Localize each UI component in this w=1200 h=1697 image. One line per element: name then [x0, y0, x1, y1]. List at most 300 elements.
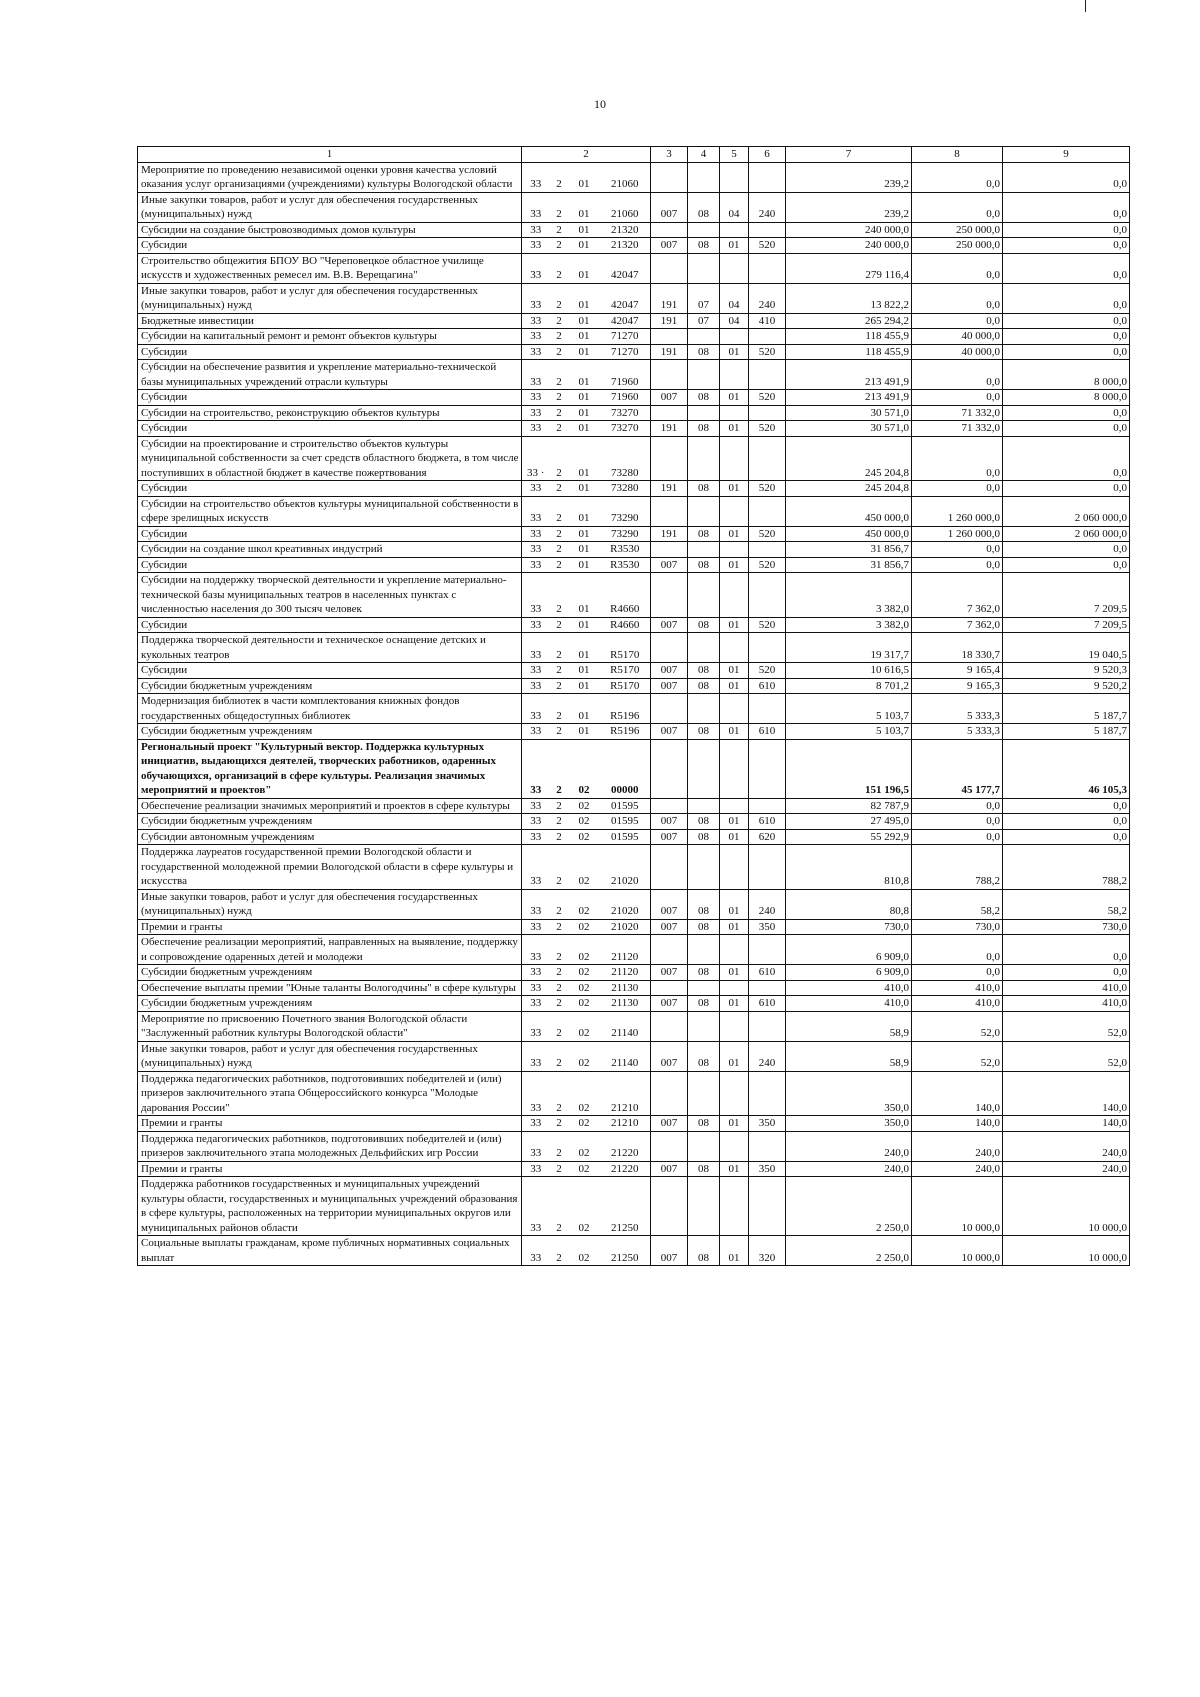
grbs-code	[651, 573, 688, 618]
code-part-4: 21210	[600, 1071, 651, 1116]
header-cell-1: 1	[138, 147, 522, 163]
code-part-2: 2	[550, 238, 569, 254]
table-row	[138, 724, 1130, 740]
row-name: Субсидии	[138, 526, 522, 542]
code-part-3: 02	[569, 798, 600, 814]
code-part-3: 01	[569, 192, 600, 222]
amount-year-3: 0,0	[1003, 965, 1130, 981]
table-row	[138, 557, 1130, 573]
subsection-code: 01	[720, 678, 749, 694]
amount-year-1: 213 491,9	[786, 390, 912, 406]
subsection-code	[720, 1131, 749, 1161]
table-row	[138, 798, 1130, 814]
section-code: 07	[688, 313, 720, 329]
expense-type-code: 410	[749, 313, 786, 329]
expense-type-code: 520	[749, 390, 786, 406]
grbs-code	[651, 935, 688, 965]
code-part-4: 21130	[600, 996, 651, 1012]
row-name: Субсидии на создание школ креативных индустрий	[138, 542, 522, 558]
amount-year-1: 245 204,8	[786, 436, 912, 481]
amount-year-1: 3 382,0	[786, 617, 912, 633]
amount-year-3: 9 520,2	[1003, 678, 1130, 694]
amount-year-1: 31 856,7	[786, 557, 912, 573]
expense-type-code: 610	[749, 814, 786, 830]
subsection-code	[720, 222, 749, 238]
code-part-1: 33	[522, 663, 550, 679]
grbs-code	[651, 329, 688, 345]
row-name: Субсидии	[138, 421, 522, 437]
row-name: Субсидии	[138, 557, 522, 573]
expense-type-code	[749, 542, 786, 558]
amount-year-3: 0,0	[1003, 344, 1130, 360]
grbs-code: 191	[651, 344, 688, 360]
section-code	[688, 405, 720, 421]
amount-year-1: 410,0	[786, 996, 912, 1012]
code-part-3: 01	[569, 663, 600, 679]
code-part-4: 42047	[600, 283, 651, 313]
subsection-code	[720, 1071, 749, 1116]
amount-year-3: 2 060 000,0	[1003, 496, 1130, 526]
row-name: Поддержка педагогических работников, подготовивших победителей и (или) призеров заключительного этапа молодежных Дельфийских игр России	[138, 1131, 522, 1161]
subsection-code: 04	[720, 283, 749, 313]
code-part-3: 02	[569, 980, 600, 996]
code-part-1: 33	[522, 192, 550, 222]
amount-year-1: 82 787,9	[786, 798, 912, 814]
amount-year-3: 8 000,0	[1003, 390, 1130, 406]
amount-year-1: 6 909,0	[786, 965, 912, 981]
table-row	[138, 1011, 1130, 1041]
grbs-code: 007	[651, 889, 688, 919]
section-code	[688, 329, 720, 345]
code-part-1: 33	[522, 405, 550, 421]
subsection-code	[720, 739, 749, 798]
section-code: 08	[688, 617, 720, 633]
row-name: Субсидии	[138, 617, 522, 633]
expense-type-code: 350	[749, 919, 786, 935]
table-row	[138, 678, 1130, 694]
amount-year-3: 52,0	[1003, 1011, 1130, 1041]
subsection-code	[720, 573, 749, 618]
code-part-2: 2	[550, 329, 569, 345]
code-part-4: 21220	[600, 1131, 651, 1161]
row-name: Субсидии бюджетным учреждениям	[138, 965, 522, 981]
section-code	[688, 935, 720, 965]
grbs-code	[651, 496, 688, 526]
code-part-3: 01	[569, 481, 600, 497]
section-code: 08	[688, 1116, 720, 1132]
table-row	[138, 329, 1130, 345]
code-part-2: 2	[550, 724, 569, 740]
grbs-code: 007	[651, 724, 688, 740]
expense-type-code	[749, 1177, 786, 1236]
amount-year-2: 52,0	[912, 1041, 1003, 1071]
code-part-2: 2	[550, 1236, 569, 1266]
section-code	[688, 1131, 720, 1161]
code-part-4: 00000	[600, 739, 651, 798]
code-part-2: 2	[550, 526, 569, 542]
subsection-code: 01	[720, 996, 749, 1012]
expense-type-code: 520	[749, 557, 786, 573]
code-part-4: 21140	[600, 1011, 651, 1041]
amount-year-1: 8 701,2	[786, 678, 912, 694]
code-part-1: 33	[522, 889, 550, 919]
amount-year-1: 810,8	[786, 845, 912, 890]
section-code: 08	[688, 965, 720, 981]
row-name: Премии и гранты	[138, 919, 522, 935]
table-row	[138, 162, 1130, 192]
code-part-2: 2	[550, 829, 569, 845]
expense-type-code	[749, 980, 786, 996]
row-name: Обеспечение реализации мероприятий, направленных на выявление, поддержку и сопровождение одаренных детей и молодежи	[138, 935, 522, 965]
amount-year-1: 31 856,7	[786, 542, 912, 558]
amount-year-1: 58,9	[786, 1041, 912, 1071]
row-name: Бюджетные инвестиции	[138, 313, 522, 329]
subsection-code	[720, 329, 749, 345]
code-part-4: 21320	[600, 238, 651, 254]
code-part-1: 33	[522, 845, 550, 890]
amount-year-2: 0,0	[912, 481, 1003, 497]
subsection-code	[720, 845, 749, 890]
amount-year-3: 0,0	[1003, 222, 1130, 238]
amount-year-3: 140,0	[1003, 1116, 1130, 1132]
table-row	[138, 1041, 1130, 1071]
grbs-code: 191	[651, 313, 688, 329]
code-part-3: 02	[569, 935, 600, 965]
header-cell-9: 9	[1003, 147, 1130, 163]
code-part-3: 01	[569, 526, 600, 542]
section-code	[688, 573, 720, 618]
section-code: 08	[688, 996, 720, 1012]
amount-year-1: 30 571,0	[786, 421, 912, 437]
code-part-4: 73270	[600, 405, 651, 421]
amount-year-3: 5 187,7	[1003, 694, 1130, 724]
amount-year-2: 240,0	[912, 1131, 1003, 1161]
table-row	[138, 1131, 1130, 1161]
grbs-code	[651, 798, 688, 814]
code-part-2: 2	[550, 557, 569, 573]
expense-type-code: 610	[749, 996, 786, 1012]
table-row	[138, 283, 1130, 313]
header-cell-5: 5	[720, 147, 749, 163]
code-part-1: 33	[522, 1071, 550, 1116]
subsection-code: 01	[720, 919, 749, 935]
code-part-2: 2	[550, 694, 569, 724]
code-part-1: 33	[522, 253, 550, 283]
row-name: Субсидии	[138, 663, 522, 679]
code-part-3: 01	[569, 678, 600, 694]
amount-year-2: 140,0	[912, 1116, 1003, 1132]
expense-type-code: 350	[749, 1161, 786, 1177]
amount-year-3: 0,0	[1003, 329, 1130, 345]
grbs-code	[651, 253, 688, 283]
table-row	[138, 436, 1130, 481]
code-part-4: 21210	[600, 1116, 651, 1132]
code-part-4: 01595	[600, 829, 651, 845]
section-code	[688, 1071, 720, 1116]
expense-type-code	[749, 329, 786, 345]
expense-type-code	[749, 436, 786, 481]
expense-type-code: 350	[749, 1116, 786, 1132]
code-part-1: 33	[522, 238, 550, 254]
subsection-code: 01	[720, 557, 749, 573]
header-cell-2: 2	[522, 147, 651, 163]
grbs-code: 191	[651, 481, 688, 497]
amount-year-1: 265 294,2	[786, 313, 912, 329]
subsection-code: 01	[720, 814, 749, 830]
amount-year-3: 0,0	[1003, 557, 1130, 573]
code-part-2: 2	[550, 845, 569, 890]
subsection-code: 01	[720, 1041, 749, 1071]
amount-year-3: 0,0	[1003, 405, 1130, 421]
code-part-1: 33	[522, 360, 550, 390]
header-cell-7: 7	[786, 147, 912, 163]
subsection-code	[720, 1177, 749, 1236]
row-name: Обеспечение реализации значимых мероприятий и проектов в сфере культуры	[138, 798, 522, 814]
code-part-3: 01	[569, 253, 600, 283]
table-row	[138, 814, 1130, 830]
code-part-2: 2	[550, 739, 569, 798]
subsection-code: 01	[720, 344, 749, 360]
amount-year-2: 0,0	[912, 313, 1003, 329]
row-name: Субсидии на строительство, реконструкцию объектов культуры	[138, 405, 522, 421]
amount-year-2: 0,0	[912, 557, 1003, 573]
amount-year-1: 118 455,9	[786, 329, 912, 345]
amount-year-1: 5 103,7	[786, 724, 912, 740]
header-row	[138, 147, 1130, 163]
amount-year-3: 0,0	[1003, 814, 1130, 830]
grbs-code	[651, 694, 688, 724]
code-part-2: 2	[550, 1177, 569, 1236]
amount-year-1: 239,2	[786, 162, 912, 192]
subsection-code: 01	[720, 390, 749, 406]
subsection-code	[720, 935, 749, 965]
code-part-3: 02	[569, 965, 600, 981]
code-part-4: R4660	[600, 573, 651, 618]
section-code	[688, 633, 720, 663]
code-part-4: 21060	[600, 192, 651, 222]
grbs-code	[651, 980, 688, 996]
grbs-code: 007	[651, 617, 688, 633]
expense-type-code: 320	[749, 1236, 786, 1266]
row-name: Субсидии бюджетным учреждениям	[138, 678, 522, 694]
amount-year-2: 410,0	[912, 980, 1003, 996]
amount-year-1: 213 491,9	[786, 360, 912, 390]
code-part-4: 21020	[600, 889, 651, 919]
subsection-code: 01	[720, 526, 749, 542]
code-part-4: 21120	[600, 965, 651, 981]
grbs-code	[651, 436, 688, 481]
section-code: 08	[688, 1161, 720, 1177]
code-part-2: 2	[550, 617, 569, 633]
code-part-3: 01	[569, 313, 600, 329]
amount-year-3: 0,0	[1003, 192, 1130, 222]
subsection-code	[720, 542, 749, 558]
row-name: Иные закупки товаров, работ и услуг для обеспечения государственных (муниципальных) нужд	[138, 889, 522, 919]
code-part-2: 2	[550, 360, 569, 390]
code-part-3: 01	[569, 222, 600, 238]
code-part-4: 01595	[600, 814, 651, 830]
amount-year-2: 52,0	[912, 1011, 1003, 1041]
section-code	[688, 739, 720, 798]
code-part-4: 73290	[600, 496, 651, 526]
subsection-code: 04	[720, 192, 749, 222]
row-name: Иные закупки товаров, работ и услуг для обеспечения государственных (муниципальных) нужд	[138, 192, 522, 222]
code-part-4: 73280	[600, 436, 651, 481]
amount-year-1: 151 196,5	[786, 739, 912, 798]
code-part-1: 33	[522, 1131, 550, 1161]
code-part-4: 42047	[600, 253, 651, 283]
table-row	[138, 526, 1130, 542]
expense-type-code: 240	[749, 889, 786, 919]
code-part-2: 2	[550, 1041, 569, 1071]
code-part-3: 02	[569, 814, 600, 830]
amount-year-1: 350,0	[786, 1116, 912, 1132]
header-cell-3: 3	[651, 147, 688, 163]
table-row	[138, 1071, 1130, 1116]
amount-year-1: 30 571,0	[786, 405, 912, 421]
amount-year-3: 10 000,0	[1003, 1177, 1130, 1236]
row-name: Премии и гранты	[138, 1161, 522, 1177]
subsection-code	[720, 694, 749, 724]
expense-type-code	[749, 496, 786, 526]
expense-type-code	[749, 222, 786, 238]
amount-year-2: 730,0	[912, 919, 1003, 935]
expense-type-code: 520	[749, 344, 786, 360]
amount-year-3: 0,0	[1003, 798, 1130, 814]
expense-type-code: 240	[749, 1041, 786, 1071]
code-part-2: 2	[550, 1071, 569, 1116]
code-part-3: 02	[569, 996, 600, 1012]
code-part-3: 01	[569, 405, 600, 421]
expense-type-code	[749, 162, 786, 192]
code-part-1: 33	[522, 829, 550, 845]
code-part-2: 2	[550, 1161, 569, 1177]
code-part-3: 01	[569, 421, 600, 437]
table-row	[138, 1177, 1130, 1236]
code-part-3: 01	[569, 238, 600, 254]
expense-type-code	[749, 694, 786, 724]
code-part-2: 2	[550, 663, 569, 679]
subsection-code: 01	[720, 1161, 749, 1177]
subsection-code	[720, 360, 749, 390]
subsection-code: 01	[720, 965, 749, 981]
row-name: Субсидии на поддержку творческой деятельности и укрепление материально-технической базы муниципальных театров в населенных пунктах с численностью населения до 300 тысяч человек	[138, 573, 522, 618]
code-part-4: R4660	[600, 617, 651, 633]
amount-year-1: 55 292,9	[786, 829, 912, 845]
amount-year-1: 5 103,7	[786, 694, 912, 724]
grbs-code: 191	[651, 526, 688, 542]
code-part-4: 42047	[600, 313, 651, 329]
section-code: 08	[688, 829, 720, 845]
amount-year-3: 0,0	[1003, 935, 1130, 965]
code-part-3: 01	[569, 329, 600, 345]
row-name: Региональный проект "Культурный вектор. Поддержка культурных инициатив, выдающихся деятелей, творческих работников, одаренных обучающихся, организаций в сфере культуры. Реализация значимых мероприятий и проектов"	[138, 739, 522, 798]
amount-year-3: 0,0	[1003, 542, 1130, 558]
row-name: Субсидии на обеспечение развития и укрепление материально-технической базы муниципальных учреждений отрасли культуры	[138, 360, 522, 390]
code-part-4: 71270	[600, 344, 651, 360]
code-part-1: 33	[522, 344, 550, 360]
subsection-code	[720, 633, 749, 663]
amount-year-2: 0,0	[912, 390, 1003, 406]
code-part-3: 01	[569, 633, 600, 663]
header-cell-4: 4	[688, 147, 720, 163]
code-part-1: 33	[522, 1161, 550, 1177]
amount-year-2: 0,0	[912, 360, 1003, 390]
code-part-2: 2	[550, 192, 569, 222]
code-part-3: 02	[569, 1236, 600, 1266]
code-part-3: 02	[569, 919, 600, 935]
expense-type-code: 240	[749, 192, 786, 222]
amount-year-1: 240 000,0	[786, 238, 912, 254]
row-name: Обеспечение выплаты премии "Юные таланты Вологодчины" в сфере культуры	[138, 980, 522, 996]
section-code	[688, 798, 720, 814]
row-name: Поддержка педагогических работников, подготовивших победителей и (или) призеров заключительного этапа Общероссийского конкурса "Молодые дарования России"	[138, 1071, 522, 1116]
amount-year-3: 0,0	[1003, 313, 1130, 329]
code-part-1: 33	[522, 162, 550, 192]
table-row	[138, 1236, 1130, 1266]
amount-year-2: 0,0	[912, 542, 1003, 558]
code-part-4: 71960	[600, 390, 651, 406]
row-name: Модернизация библиотек в части комплектования книжных фондов государственных общедоступных библиотек	[138, 694, 522, 724]
table-row	[138, 481, 1130, 497]
code-part-1: 33	[522, 1011, 550, 1041]
code-part-2: 2	[550, 390, 569, 406]
amount-year-1: 410,0	[786, 980, 912, 996]
subsection-code: 01	[720, 724, 749, 740]
code-part-2: 2	[550, 253, 569, 283]
code-part-2: 2	[550, 405, 569, 421]
table-row	[138, 360, 1130, 390]
code-part-3: 01	[569, 162, 600, 192]
grbs-code: 007	[651, 678, 688, 694]
code-part-1: 33	[522, 313, 550, 329]
table-row	[138, 192, 1130, 222]
code-part-3: 01	[569, 360, 600, 390]
amount-year-1: 58,9	[786, 1011, 912, 1041]
expense-type-code	[749, 845, 786, 890]
expense-type-code	[749, 253, 786, 283]
amount-year-3: 240,0	[1003, 1131, 1130, 1161]
code-part-4: 73290	[600, 526, 651, 542]
expense-type-code	[749, 739, 786, 798]
amount-year-1: 239,2	[786, 192, 912, 222]
amount-year-1: 118 455,9	[786, 344, 912, 360]
grbs-code	[651, 542, 688, 558]
code-part-1: 33	[522, 526, 550, 542]
subsection-code	[720, 436, 749, 481]
section-code: 07	[688, 283, 720, 313]
code-part-4: 21120	[600, 935, 651, 965]
subsection-code: 01	[720, 238, 749, 254]
code-part-4: R5170	[600, 663, 651, 679]
expense-type-code	[749, 798, 786, 814]
grbs-code	[651, 1011, 688, 1041]
amount-year-2: 0,0	[912, 798, 1003, 814]
section-code: 08	[688, 1236, 720, 1266]
row-name: Субсидии	[138, 238, 522, 254]
code-part-1: 33	[522, 996, 550, 1012]
code-part-2: 2	[550, 542, 569, 558]
grbs-code	[651, 739, 688, 798]
row-name: Субсидии	[138, 344, 522, 360]
code-part-2: 2	[550, 935, 569, 965]
section-code	[688, 1177, 720, 1236]
subsection-code: 01	[720, 421, 749, 437]
grbs-code: 007	[651, 390, 688, 406]
code-part-2: 2	[550, 1116, 569, 1132]
amount-year-2: 1 260 000,0	[912, 526, 1003, 542]
expense-type-code	[749, 360, 786, 390]
